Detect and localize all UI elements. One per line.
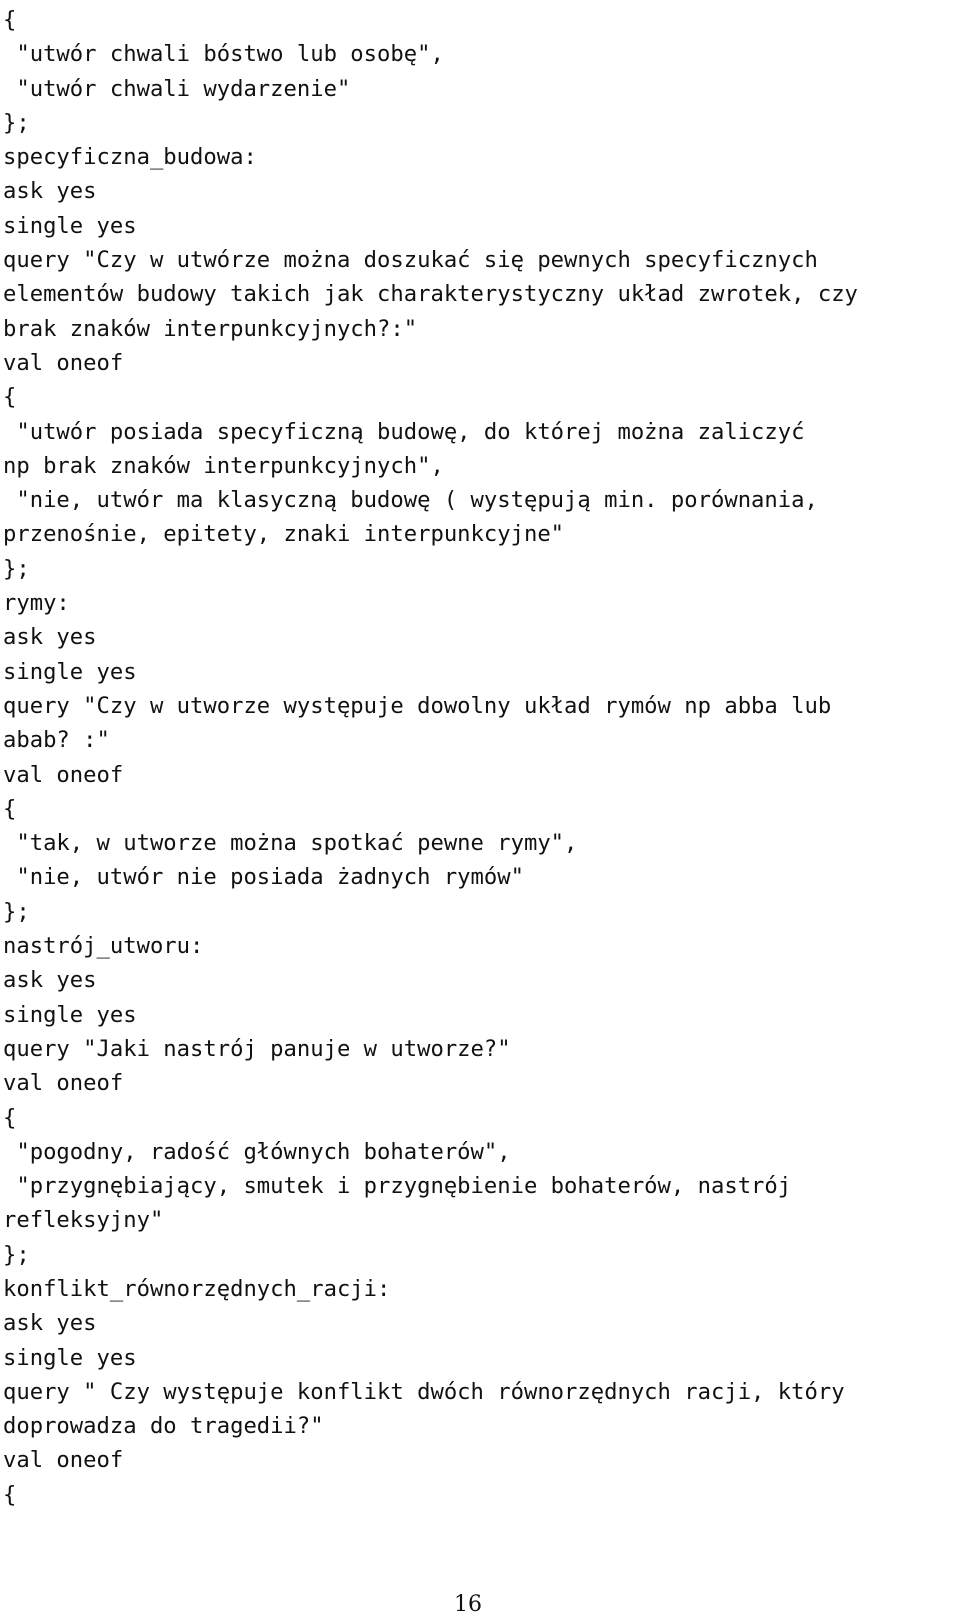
code-line: konflikt_równorzędnych_racji:: [3, 1275, 391, 1302]
code-line: "utwór posiada specyficzną budowę, do której można zaliczyć: [3, 418, 805, 445]
code-line: "tak, w utworze można spotkać pewne rymy",: [3, 830, 578, 857]
code-line: ask yes: [3, 624, 97, 651]
code-line: doprowadza do tragedii?": [3, 1413, 324, 1440]
code-line: "utwór chwali bóstwo lub osobę",: [3, 41, 444, 68]
code-line: val oneof: [3, 349, 124, 376]
code-line: {: [3, 7, 17, 33]
code-line: ask yes: [3, 1310, 97, 1337]
code-line: refleksyjny": [3, 1207, 164, 1234]
code-line: {: [3, 1104, 17, 1131]
code-line: np brak znaków interpunkcyjnych",: [3, 452, 444, 479]
code-line: };: [3, 555, 30, 582]
code-line: query "Jaki nastrój panuje w utworze?": [3, 1035, 511, 1062]
code-line: single yes: [3, 1344, 137, 1371]
code-line: val oneof: [3, 1447, 124, 1474]
code-line: brak znaków interpunkcyjnych?:": [3, 315, 418, 342]
code-line: query "Czy w utwórze można doszukać się pewnych specyficznych: [3, 247, 818, 274]
code-line: single yes: [3, 212, 137, 239]
code-line: };: [3, 109, 30, 136]
code-line: "nie, utwór nie posiada żadnych rymów": [3, 864, 524, 891]
code-line: "pogodny, radość głównych bohaterów",: [3, 1138, 511, 1165]
code-line: ask yes: [3, 178, 97, 205]
code-line: abab? :": [3, 727, 110, 754]
code-line: ask yes: [3, 967, 97, 994]
code-line: };: [3, 1241, 30, 1268]
code-line: val oneof: [3, 761, 124, 788]
code-line: elementów budowy takich jak charakterystyczny układ zwrotek, czy: [3, 281, 858, 308]
code-line: };: [3, 898, 30, 925]
code-line: {: [3, 384, 17, 411]
code-line: "nie, utwór ma klasyczną budowę ( występują min. porównania,: [3, 487, 818, 514]
code-line: "przygnębiający, smutek i przygnębienie bohaterów, nastrój: [3, 1173, 792, 1200]
code-line: rymy:: [3, 590, 70, 617]
code-line: {: [3, 1481, 17, 1508]
code-listing: [3, 3, 858, 1512]
code-line: single yes: [3, 658, 137, 685]
code-line: single yes: [3, 1001, 137, 1028]
code-line: val oneof: [3, 1070, 124, 1097]
code-line: specyficzna_budowa:: [3, 144, 257, 171]
code-line: query " Czy występuje konflikt dwóch równorzędnych racji, który: [3, 1378, 845, 1405]
page-number: 16: [454, 1592, 482, 1617]
code-line: "utwór chwali wydarzenie": [3, 75, 351, 102]
code-line: nastrój_utworu:: [3, 933, 204, 960]
code-line: przenośnie, epitety, znaki interpunkcyjne": [3, 521, 565, 548]
code-line: query "Czy w utworze występuje dowolny układ rymów np abba lub: [3, 692, 832, 719]
code-line: {: [3, 795, 17, 822]
